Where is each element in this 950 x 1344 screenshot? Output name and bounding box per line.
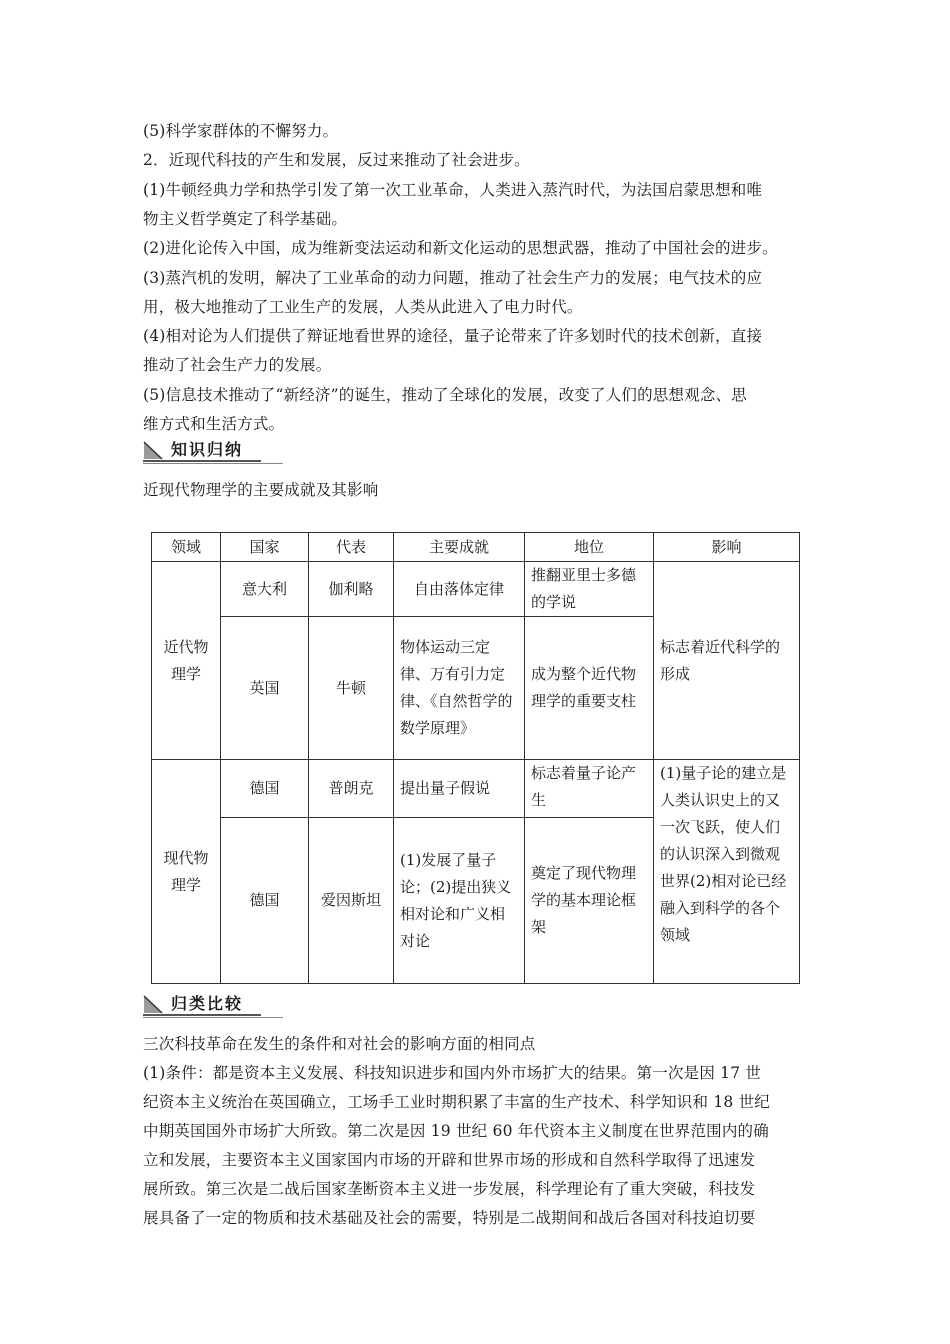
text-line: 2．近现代科技的产生和发展，反过来推动了社会进步。 bbox=[143, 151, 530, 170]
text-line: 维方式和生活方式。 bbox=[143, 415, 285, 433]
comparison-intro-text: 三次科技革命在发生的条件和对社会的影响方面的相同点 bbox=[143, 1035, 536, 1053]
table-row bbox=[152, 760, 800, 818]
section-triangle-icon bbox=[143, 994, 163, 1014]
section-header-knowledge-summary bbox=[143, 438, 283, 464]
header-cell-field: 领域 bbox=[152, 533, 221, 562]
table-intro-text: 近现代物理学的主要成就及其影响 bbox=[143, 481, 379, 499]
physics-achievements-table bbox=[151, 532, 800, 984]
text-line: 中期英国国外市场扩大所致。第二次是因 19 世纪 60 年代资本主义制度在世界范围内的确 bbox=[143, 1122, 769, 1140]
representative-cell: 爱因斯坦 bbox=[309, 818, 394, 984]
table-row bbox=[152, 562, 800, 617]
text-line: (1)条件：都是资本主义发展、科技知识进步和国内外市场扩大的结果。第一次是因 17 世 bbox=[143, 1064, 762, 1082]
text-line: 立和发展，主要资本主义国家国内市场的开辟和世界市场的形成和自然科学取得了迅速发 bbox=[143, 1151, 756, 1169]
field-cell-contemporary-physics: 现代物理学 bbox=[152, 760, 221, 984]
text-line: 物主义哲学奠定了科学基础。 bbox=[143, 209, 348, 228]
text-line: 展具备了一定的物质和技术基础及社会的需要，特别是二战期间和战后各国对科技迫切要 bbox=[143, 1209, 756, 1227]
text-line: (3)蒸汽机的发明，解决了工业革命的动力问题，推动了社会生产力的发展；电气技术的应 bbox=[143, 268, 763, 287]
section-underline-thin bbox=[143, 1017, 283, 1018]
representative-cell: 普朗克 bbox=[309, 760, 394, 818]
achievement-cell: 提出量子假说 bbox=[394, 760, 525, 818]
text-line: 推动了社会生产力的发展。 bbox=[143, 356, 332, 375]
text-line: 展所致。第三次是二战后国家垄断资本主义进一步发展，科学理论有了重大突破，科技发 bbox=[143, 1180, 756, 1198]
text-line: 用，极大地推动了工业生产的发展，人类从此进入了电力时代。 bbox=[143, 297, 583, 316]
representative-cell: 牛顿 bbox=[309, 617, 394, 760]
section-title: 知识归纳 bbox=[171, 440, 244, 459]
text-line: (2)进化论传入中国，成为维新变法运动和新文化运动的思想武器，推动了中国社会的进步。 bbox=[143, 239, 778, 258]
text-line: (5)科学家群体的不懈努力。 bbox=[143, 122, 339, 140]
text-line: (5)信息技术推动了“新经济”的诞生，推动了全球化的发展，改变了人们的思想观念、思 bbox=[143, 385, 748, 404]
achievement-cell: (1)发展了量子论；(2)提出狭义相对论和广义相对论 bbox=[394, 818, 525, 984]
impact-cell: (1)量子论的建立是人类认识史上的又一次飞跃，使人们的认识深入到微观世界(2)相对论已经融入到科学的各个领域 bbox=[654, 760, 800, 984]
section-underline bbox=[143, 460, 261, 462]
section-title: 归类比较 bbox=[171, 994, 244, 1013]
status-cell: 成为整个近代物理学的重要支柱 bbox=[525, 617, 654, 760]
section-underline-thin bbox=[143, 463, 283, 464]
table-header-row bbox=[152, 533, 800, 562]
text-line: (4)相对论为人们提供了辩证地看世界的途径，量子论带来了许多划时代的技术创新，直接 bbox=[143, 327, 763, 346]
achievement-cell: 物体运动三定律、万有引力定律、《自然哲学的数学原理》 bbox=[394, 617, 525, 760]
header-cell-status: 地位 bbox=[525, 533, 654, 562]
section-header-classification-comparison bbox=[143, 992, 283, 1018]
section-underline bbox=[143, 1014, 261, 1016]
header-cell-representative: 代表 bbox=[309, 533, 394, 562]
header-cell-achievement: 主要成就 bbox=[394, 533, 525, 562]
field-cell-modern-physics: 近代物理学 bbox=[152, 562, 221, 760]
achievement-cell: 自由落体定律 bbox=[394, 562, 525, 617]
impact-cell: 标志着近代科学的形成 bbox=[654, 562, 800, 760]
country-cell: 德国 bbox=[221, 818, 309, 984]
header-cell-impact: 影响 bbox=[654, 533, 800, 562]
country-cell: 德国 bbox=[221, 760, 309, 818]
text-line: (1)牛顿经典力学和热学引发了第一次工业革命，人类进入蒸汽时代，为法国启蒙思想和唯 bbox=[143, 180, 763, 199]
status-cell: 标志着量子论产生 bbox=[525, 760, 654, 818]
country-cell: 英国 bbox=[221, 617, 309, 760]
section-triangle-icon bbox=[143, 440, 163, 460]
header-cell-country: 国家 bbox=[221, 533, 309, 562]
status-cell: 奠定了现代物理学的基本理论框架 bbox=[525, 818, 654, 984]
country-cell: 意大利 bbox=[221, 562, 309, 617]
text-line: 纪资本主义统治在英国确立，工场手工业时期积累了丰富的生产技术、科学知识和 18 世纪 bbox=[143, 1093, 770, 1111]
status-cell: 推翻亚里士多德的学说 bbox=[525, 562, 654, 617]
representative-cell: 伽利略 bbox=[309, 562, 394, 617]
